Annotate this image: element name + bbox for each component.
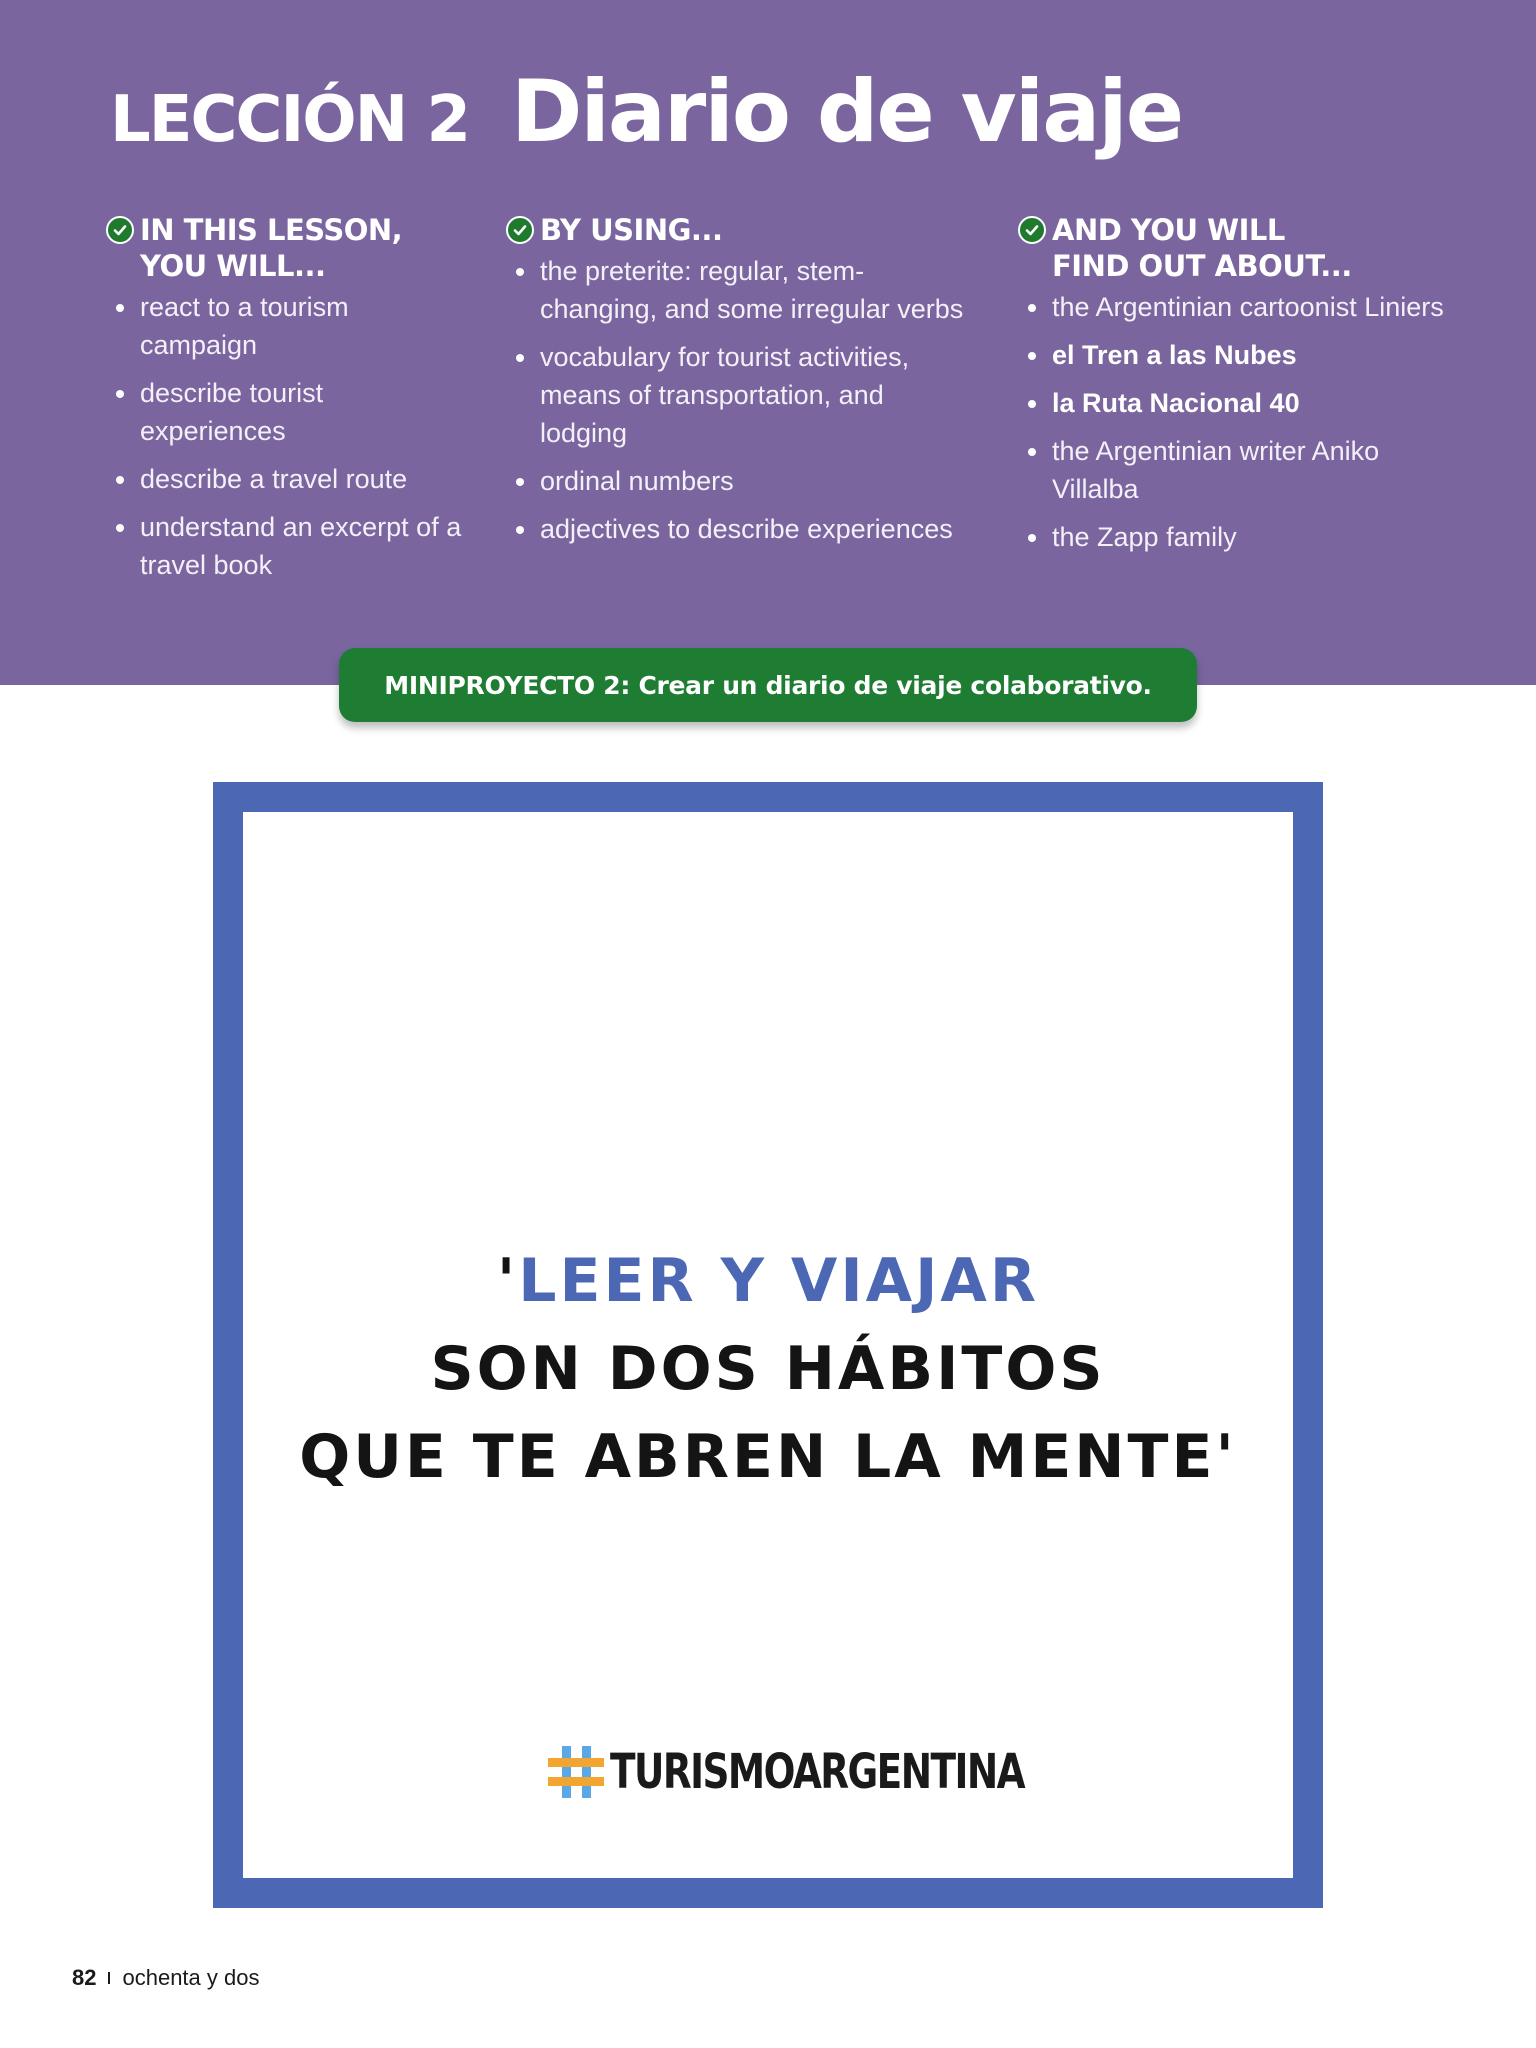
list-item: ordinal numbers — [540, 462, 966, 500]
column-heading-line: AND YOU WILL — [1052, 213, 1285, 247]
column-heading — [1018, 212, 1458, 284]
column-heading-line: IN THIS LESSON, — [140, 213, 403, 247]
checkmark-icon — [106, 216, 134, 244]
quote-line-3: QUE TE ABREN LA MENTE — [299, 1422, 1216, 1492]
list-item: la Ruta Nacional 40 — [1052, 384, 1458, 422]
column-heading-line: FIND OUT ABOUT... — [1052, 249, 1352, 283]
footer-separator — [108, 1972, 110, 1984]
list-item: describe a travel route — [140, 460, 466, 498]
list-item: the Argentinian cartoonist Liniers — [1052, 288, 1458, 326]
hash-icon — [546, 1744, 606, 1800]
list-item: the Argentinian writer Aniko Villalba — [1052, 432, 1458, 508]
list-item: vocabulary for tourist activities, means of transportation, and lodging — [540, 338, 966, 452]
objectives-column — [106, 212, 466, 594]
column-heading-line: YOU WILL... — [140, 249, 326, 283]
list-item: the Zapp family — [1052, 518, 1458, 556]
quote-line-1: LEER Y VIAJAR — [518, 1246, 1040, 1316]
tourism-poster — [213, 782, 1323, 1908]
checkmark-icon — [506, 216, 534, 244]
lesson-label: LECCIÓN 2 — [110, 83, 470, 157]
list-item: adjectives to describe experiences — [540, 510, 966, 548]
list-item: understand an excerpt of a travel book — [140, 508, 466, 584]
lesson-header — [0, 0, 1536, 685]
hashtag-logo — [243, 1744, 1293, 1800]
column-heading-line: BY USING... — [540, 213, 723, 247]
poster-quote — [243, 1237, 1293, 1501]
column-heading — [506, 212, 966, 248]
page-footer — [72, 1965, 259, 1991]
column-heading — [106, 212, 466, 284]
lesson-title-row — [110, 62, 1182, 172]
page-number: 82 — [72, 1965, 97, 1990]
page-number-words: ochenta y dos — [122, 1965, 260, 1990]
list-item: el Tren a las Nubes — [1052, 336, 1458, 374]
quote-line-2: SON DOS HÁBITOS — [430, 1334, 1106, 1404]
list-item: the preterite: regular, stem-changing, and some irregular verbs — [540, 252, 966, 328]
tools-column — [506, 212, 966, 558]
culture-column — [1018, 212, 1458, 566]
quote-mark: ' — [496, 1246, 519, 1316]
lesson-title: Diario de viaje — [511, 62, 1183, 162]
quote-mark: ' — [1215, 1422, 1237, 1492]
objectives-list — [106, 288, 466, 584]
checkmark-icon — [1018, 216, 1046, 244]
culture-list — [1018, 288, 1458, 556]
list-item: react to a tourism campaign — [140, 288, 466, 364]
tools-list — [506, 252, 966, 548]
poster-inner — [243, 812, 1293, 1878]
miniproyecto-banner: MINIPROYECTO 2: Crear un diario de viaje colaborativo. — [339, 648, 1197, 722]
list-item: describe tourist experiences — [140, 374, 466, 450]
hashtag-text: TURISMOARGENTINA — [610, 1744, 1025, 1800]
